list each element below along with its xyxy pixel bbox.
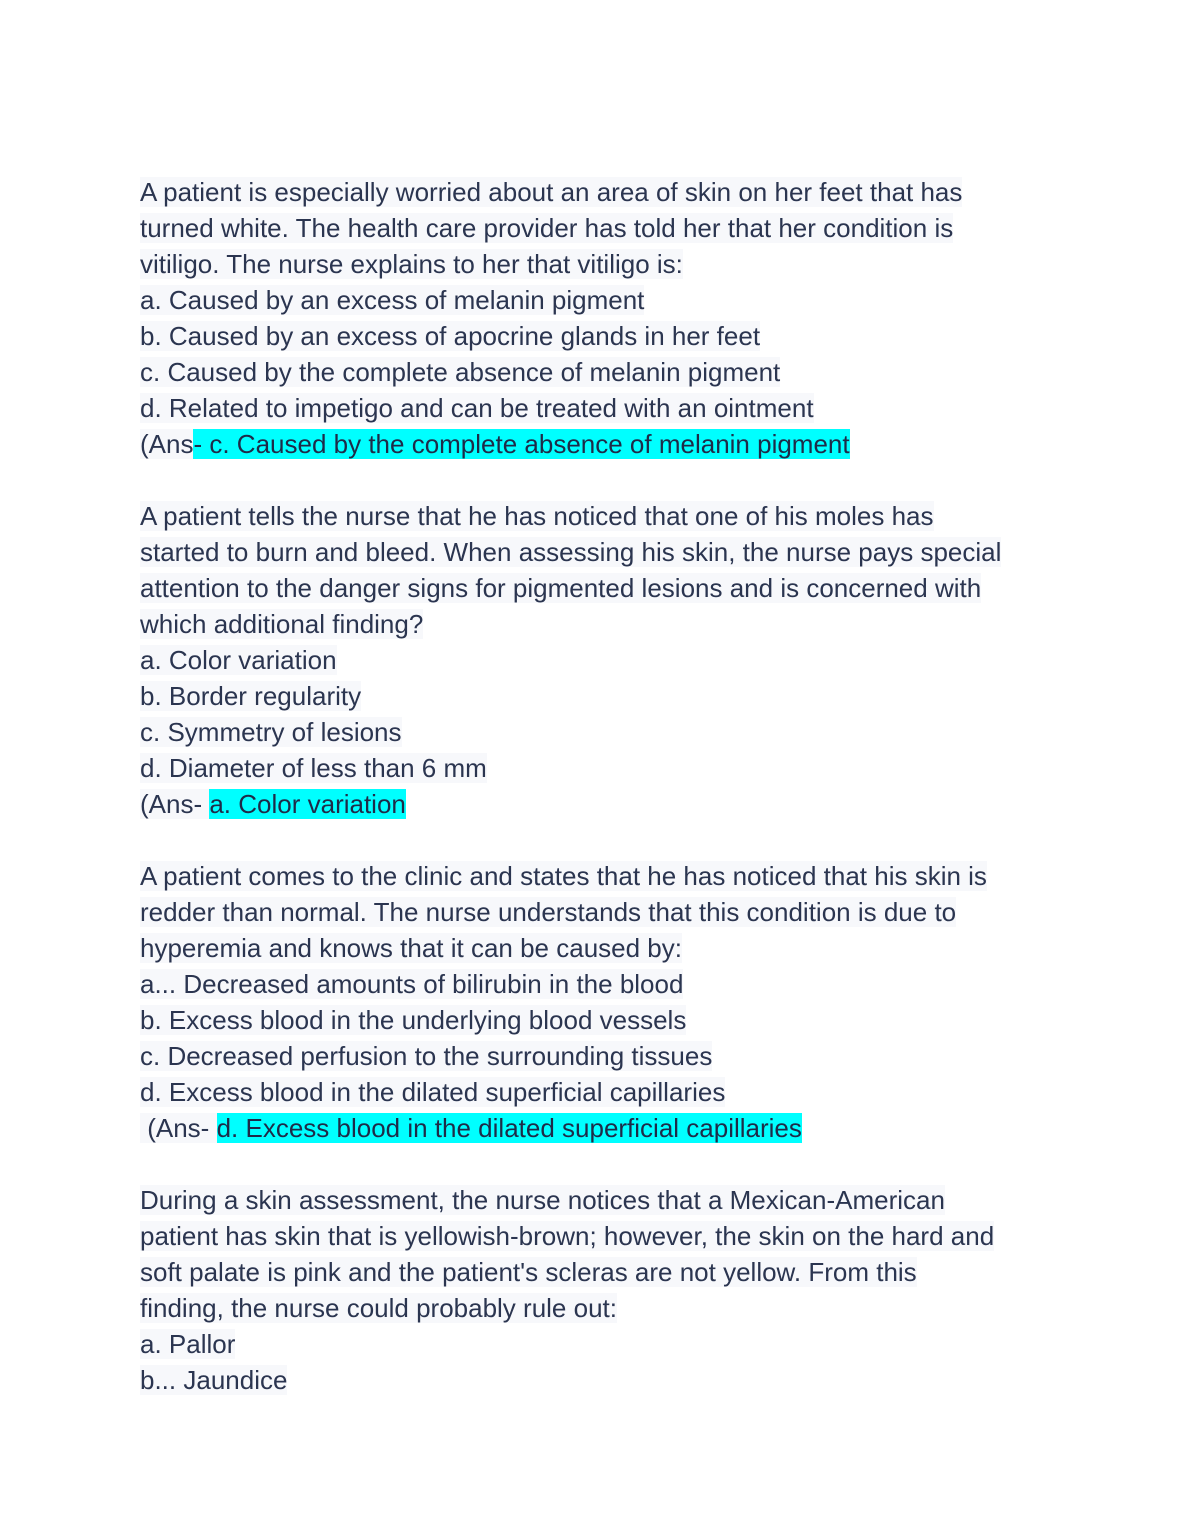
question-stem-line: patient has skin that is yellowish-brown; however, the skin on the hard and [140,1221,995,1251]
question-stem-line: A patient comes to the clinic and states that he has noticed that his skin is [140,861,987,891]
question-stem-line: finding, the nurse could probably rule out: [140,1293,617,1323]
question-stem-line: During a skin assessment, the nurse notices that a Mexican-American [140,1185,945,1215]
answer-line [140,426,1060,462]
answer-prefix: (Ans- [140,1113,217,1143]
answer-option: b. Caused by an excess of apocrine glands in her feet [140,321,761,351]
question-stem-line: A patient is especially worried about an area of skin on her feet that has [140,177,963,207]
answer-highlight: - c. Caused by the complete absence of melanin pigment [193,429,850,459]
question-stem-line: hyperemia and knows that it can be caused by: [140,933,682,963]
answer-option: a. Caused by an excess of melanin pigment [140,285,645,315]
answer-prefix: (Ans- [140,789,210,819]
answer-option: c. Decreased perfusion to the surrounding tissues [140,1041,713,1071]
answer-highlight: a. Color variation [209,789,406,819]
question-stem-line: started to burn and bleed. When assessing his skin, the nurse pays special [140,537,1002,567]
answer-option: c. Caused by the complete absence of melanin pigment [140,357,781,387]
question-block [140,858,1060,1146]
answer-option: b. Border regularity [140,681,362,711]
answer-line [140,786,1060,822]
question-block [140,174,1060,462]
answer-option: a. Color variation [140,645,337,675]
answer-option: d. Excess blood in the dilated superficial capillaries [140,1077,726,1107]
document-page [140,174,1060,1398]
question-stem-line: soft palate is pink and the patient's scleras are not yellow. From this [140,1257,917,1287]
answer-option: b. Excess blood in the underlying blood vessels [140,1005,687,1035]
question-block [140,498,1060,822]
question-stem-line: A patient tells the nurse that he has noticed that one of his moles has [140,501,934,531]
answer-option: d. Diameter of less than 6 mm [140,753,487,783]
question-block [140,1182,1060,1398]
answer-line [140,1110,1060,1146]
answer-option: b... Jaundice [140,1365,288,1395]
question-stem-line: vitiligo. The nurse explains to her that vitiligo is: [140,249,683,279]
answer-option: a... Decreased amounts of bilirubin in the blood [140,969,684,999]
question-stem-line: turned white. The health care provider has told her that her condition is [140,213,954,243]
spacer [140,822,1060,858]
answer-option: c. Symmetry of lesions [140,717,402,747]
question-stem-line: which additional finding? [140,609,424,639]
answer-option: d. Related to impetigo and can be treated with an ointment [140,393,814,423]
answer-option: a. Pallor [140,1329,236,1359]
spacer [140,462,1060,498]
question-stem-line: attention to the danger signs for pigmented lesions and is concerned with [140,573,982,603]
answer-highlight: d. Excess blood in the dilated superficial capillaries [216,1113,802,1143]
spacer [140,1146,1060,1182]
answer-prefix: (Ans [140,429,194,459]
question-stem-line: redder than normal. The nurse understands that this condition is due to [140,897,957,927]
